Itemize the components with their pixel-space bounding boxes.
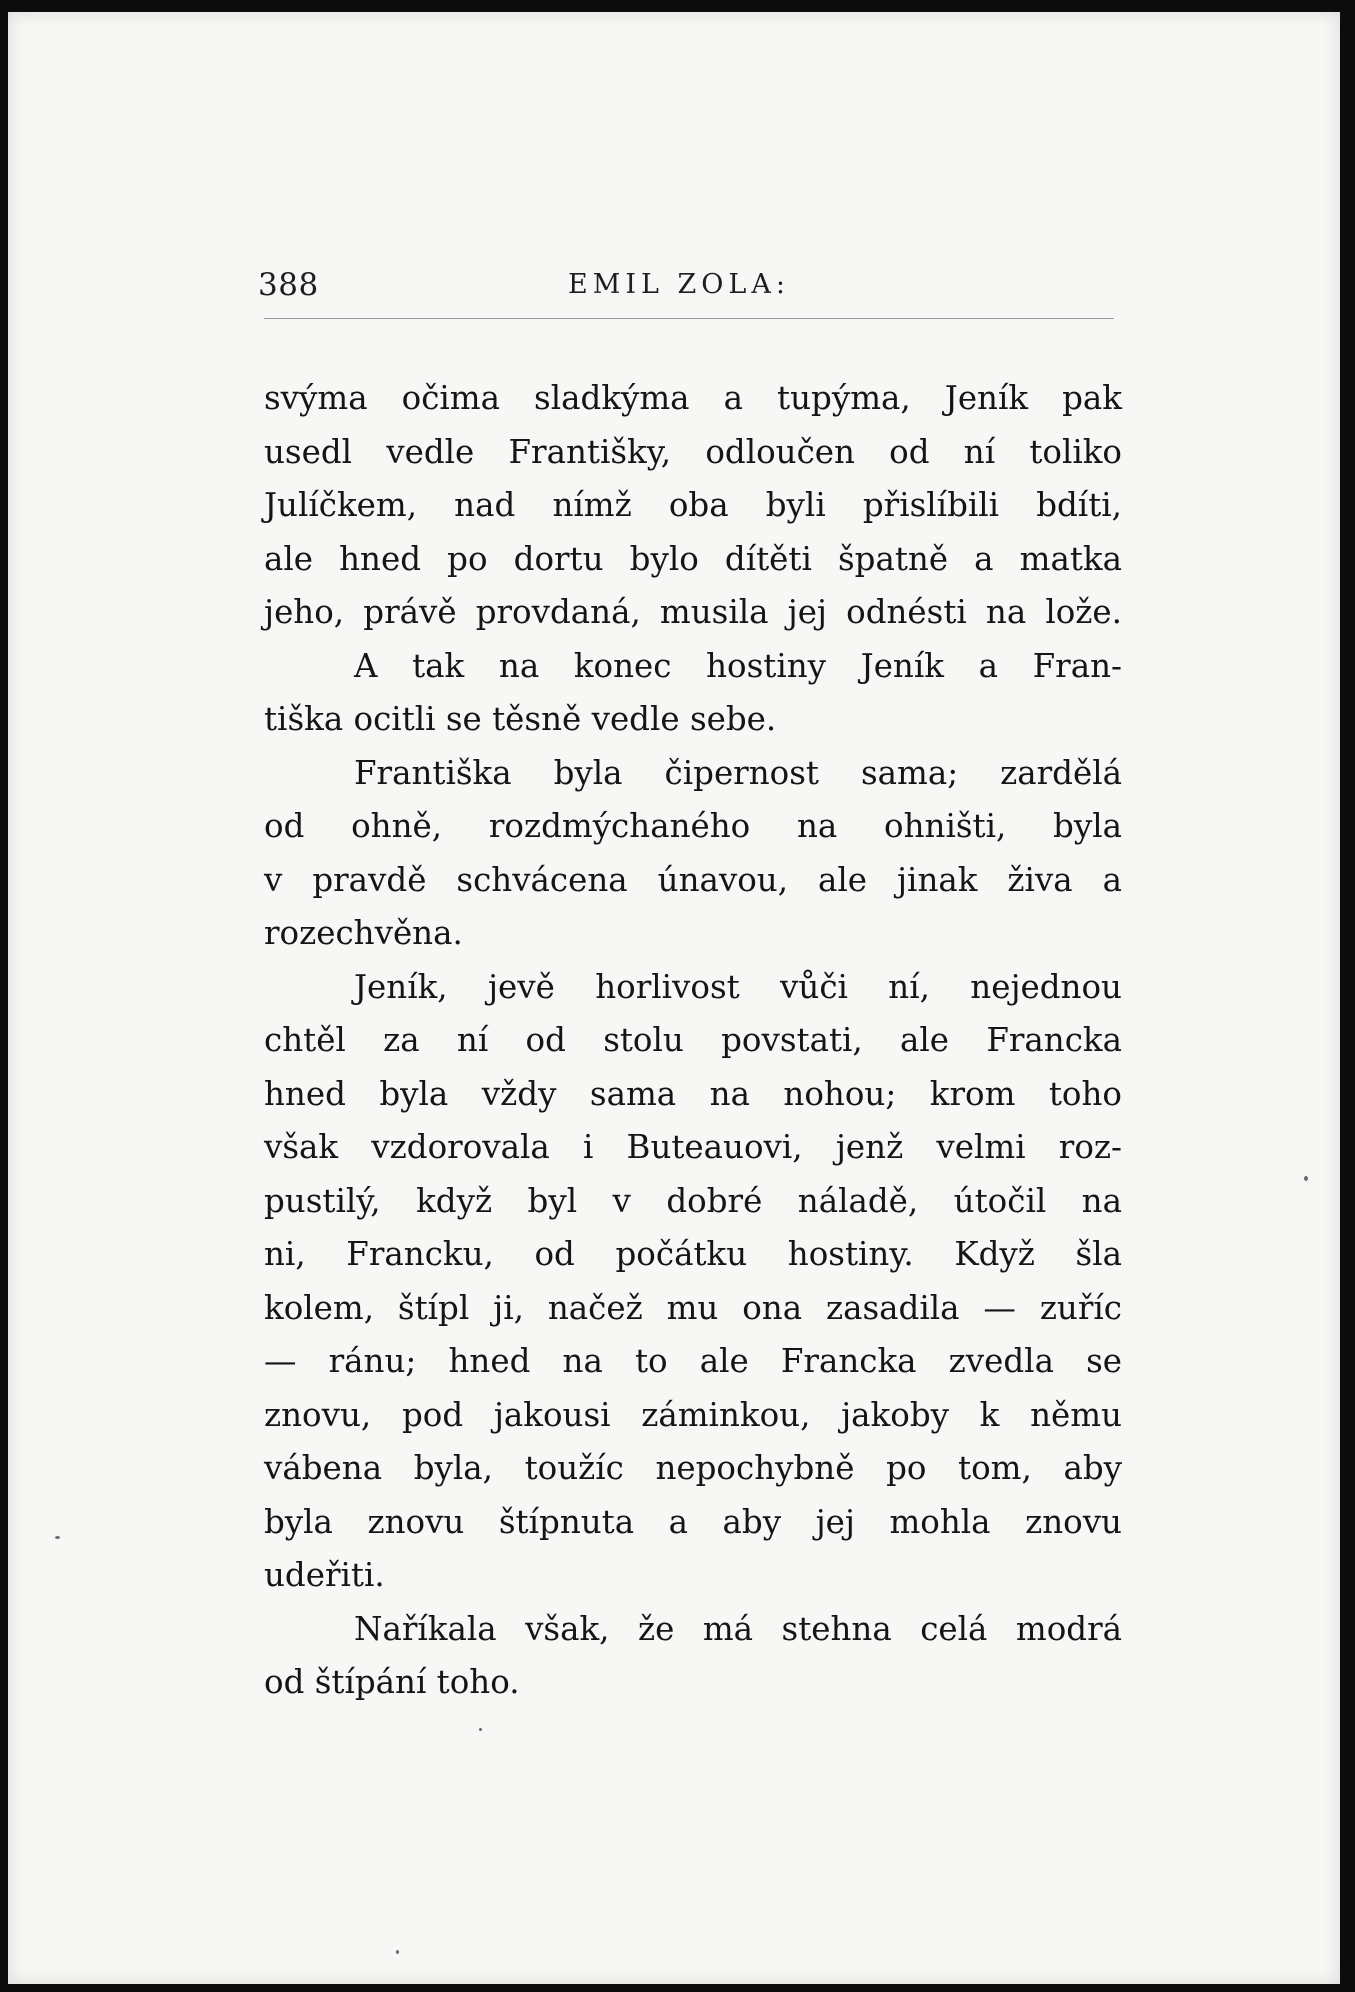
text-line: pustilý, když byl v dobré náladě, útočil na [264,1181,1122,1220]
body-text [264,372,1122,1710]
text-line: vábena byla, toužíc nepochybně po tom, aby [264,1449,1122,1487]
running-title: EMIL ZOLA: [568,269,790,300]
text-line: ale hned po dortu bylo dítěti špatně a matka [264,539,1122,578]
page-number: 388 [258,267,319,303]
text-line: Jeník, jevě horlivost vůči ní, nejednou [354,967,1122,1006]
text-line: v pravdě schvácena únavou, ale jinak živa a [264,860,1122,899]
text-line: Naříkala však, že má stehna celá modrá [354,1609,1122,1648]
paper-speck [1304,1176,1308,1181]
running-head [258,267,1118,307]
text-line: rozechvěna. [264,914,463,952]
header-rule [264,318,1114,319]
text-line: svýma očima sladkýma a tupýma, Jeník pak [264,379,1122,417]
text-line: udeřiti. [264,1556,385,1594]
text-line: jeho, právě provdaná, musila jej odnésti na lože. [264,593,1122,631]
paper-speck [479,1728,482,1731]
text-line: chtěl za ní od stolu povstati, ale Francka [264,1021,1122,1059]
paper-speck [55,1536,60,1539]
text-line: A tak na konec hostiny Jeník a Fran- [354,646,1122,685]
text-line: tiška ocitli se těsně vedle sebe. [264,700,777,738]
text-line: hned byla vždy sama na nohou; krom toho [264,1074,1122,1113]
text-line: znovu, pod jakousi záminkou, jakoby k němu [264,1395,1122,1434]
text-line: usedl vedle Františky, odloučen od ní toliko [264,432,1122,471]
text-line: však vzdorovala i Buteauovi, jenž velmi roz- [264,1128,1122,1166]
text-line: — ránu; hned na to ale Francka zvedla se [264,1342,1122,1380]
text-line: Františka byla čipernost sama; zardělá [354,753,1122,792]
text-line: ni, Francku, od počátku hostiny. Když šla [264,1235,1122,1273]
text-line: od štípání toho. [264,1663,520,1701]
book-page [8,12,1340,1984]
paper-speck [396,1950,399,1954]
text-line: kolem, štípl ji, načež mu ona zasadila — zuříc [264,1288,1122,1327]
text-line: Julíčkem, nad nímž oba byli přislíbili bdíti, [264,486,1122,524]
text-line: od ohně, rozdmýchaného na ohništi, byla [264,807,1122,845]
text-line: byla znovu štípnuta a aby jej mohla znovu [264,1502,1122,1541]
